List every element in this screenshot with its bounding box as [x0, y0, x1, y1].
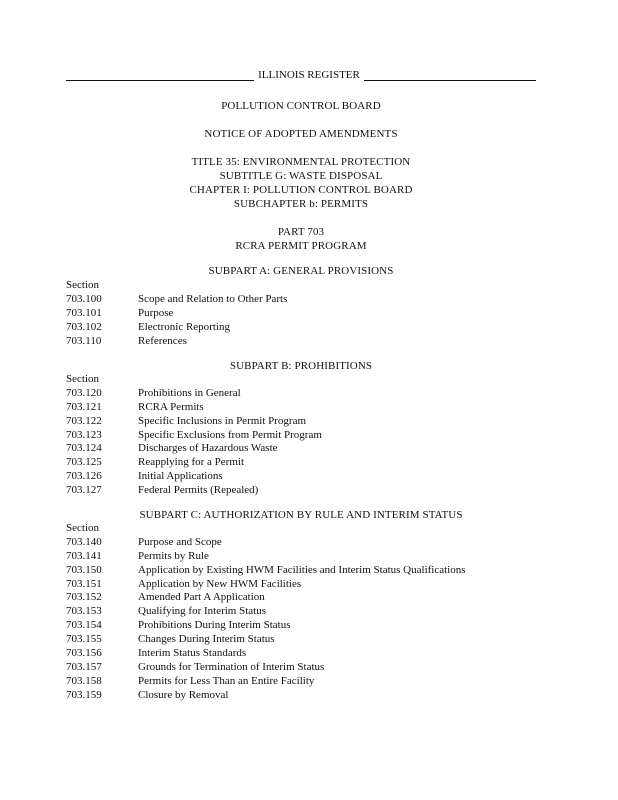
section-number: 703.140 [66, 535, 102, 548]
section-title: Grounds for Termination of Interim Status [138, 660, 325, 673]
section-number: 703.101 [66, 306, 102, 319]
section-number: 703.102 [66, 320, 102, 333]
subpart-c-sections [66, 522, 566, 703]
register-title [0, 69, 618, 81]
section-row [66, 633, 566, 647]
section-row [66, 335, 566, 349]
section-row [66, 578, 566, 592]
section-number: 703.157 [66, 660, 102, 673]
section-row [66, 661, 566, 675]
section-title: Discharges of Hazardous Waste [138, 442, 278, 455]
section-row [66, 619, 566, 633]
subpart-b-heading: SUBPART B: PROHIBITIONS [229, 360, 373, 372]
section-number: 703.153 [66, 605, 102, 618]
section-label: Section [66, 373, 99, 385]
section-title: Prohibitions During Interim Status [138, 619, 291, 632]
chapter-heading: CHAPTER I: POLLUTION CONTROL BOARD [189, 184, 413, 196]
section-row [66, 387, 566, 401]
section-number: 703.156 [66, 647, 102, 660]
section-number: 703.127 [66, 484, 102, 497]
section-label: Section [66, 522, 99, 534]
section-title: Permits by Rule [138, 549, 209, 562]
section-number: 703.124 [66, 442, 102, 455]
section-number: 703.122 [66, 414, 102, 427]
section-title: Closure by Removal [138, 688, 229, 701]
subpart-a-sections [66, 279, 566, 348]
section-label: Section [66, 279, 99, 291]
section-row [66, 536, 566, 550]
section-row [66, 321, 566, 335]
section-number: 703.151 [66, 577, 102, 590]
section-title: Scope and Relation to Other Parts [138, 292, 288, 305]
subpart-a-heading: SUBPART A: GENERAL PROVISIONS [208, 265, 394, 277]
section-title: Changes During Interim Status [138, 633, 275, 646]
section-row [66, 401, 566, 415]
section-title: Application by New HWM Facilities [138, 577, 302, 590]
section-number: 703.152 [66, 591, 102, 604]
section-title: References [138, 334, 187, 347]
section-row [66, 456, 566, 470]
section-number: 703.158 [66, 674, 102, 687]
section-row [66, 484, 566, 498]
section-number: 703.150 [66, 563, 102, 576]
subtitle-heading: SUBTITLE G: WASTE DISPOSAL [219, 170, 383, 182]
section-number: 703.123 [66, 428, 102, 441]
section-title: Prohibitions in General [138, 386, 241, 399]
section-title: Application by Existing HWM Facilities and Interim Status Qualifications [138, 563, 466, 576]
section-row [66, 307, 566, 321]
section-row [66, 675, 566, 689]
section-title: Purpose [138, 306, 174, 319]
part-number: PART 703 [277, 226, 325, 238]
section-row [66, 470, 566, 484]
section-number: 703.159 [66, 688, 102, 701]
section-title: Initial Applications [138, 470, 223, 483]
section-row [66, 442, 566, 456]
section-row [66, 591, 566, 605]
section-number: 703.125 [66, 456, 102, 469]
section-title: Amended Part A Application [138, 591, 265, 604]
subpart-c-heading: SUBPART C: AUTHORIZATION BY RULE AND INTERIM STATUS [139, 509, 463, 521]
subpart-b-sections [66, 373, 566, 498]
section-title: Federal Permits (Repealed) [138, 484, 259, 497]
section-number: 703.155 [66, 633, 102, 646]
notice-title: NOTICE OF ADOPTED AMENDMENTS [204, 128, 398, 140]
section-number: 703.141 [66, 549, 102, 562]
section-row [66, 415, 566, 429]
register-title-text: ILLINOIS REGISTER [254, 69, 364, 81]
section-title: Reapplying for a Permit [138, 456, 245, 469]
section-number: 703.100 [66, 292, 102, 305]
section-title: Interim Status Standards [138, 647, 247, 660]
section-number: 703.110 [66, 334, 102, 347]
section-number: 703.121 [66, 400, 102, 413]
section-number: 703.120 [66, 386, 102, 399]
section-number: 703.154 [66, 619, 102, 632]
section-number: 703.126 [66, 470, 102, 483]
section-title: Specific Inclusions in Permit Program [138, 414, 307, 427]
subchapter-heading: SUBCHAPTER b: PERMITS [233, 198, 369, 210]
section-row [66, 689, 566, 703]
section-title: Permits for Less Than an Entire Facility [138, 674, 315, 687]
section-row [66, 550, 566, 564]
section-row [66, 647, 566, 661]
section-title: RCRA Permits [138, 400, 204, 413]
section-row [66, 293, 566, 307]
part-name: RCRA PERMIT PROGRAM [235, 240, 367, 252]
board-name: POLLUTION CONTROL BOARD [221, 100, 381, 112]
section-row [66, 429, 566, 443]
section-title: Qualifying for Interim Status [138, 605, 267, 618]
title-heading: TITLE 35: ENVIRONMENTAL PROTECTION [191, 156, 411, 168]
section-title: Specific Exclusions from Permit Program [138, 428, 322, 441]
section-row [66, 564, 566, 578]
section-row [66, 605, 566, 619]
section-title: Purpose and Scope [138, 535, 222, 548]
section-title: Electronic Reporting [138, 320, 230, 333]
